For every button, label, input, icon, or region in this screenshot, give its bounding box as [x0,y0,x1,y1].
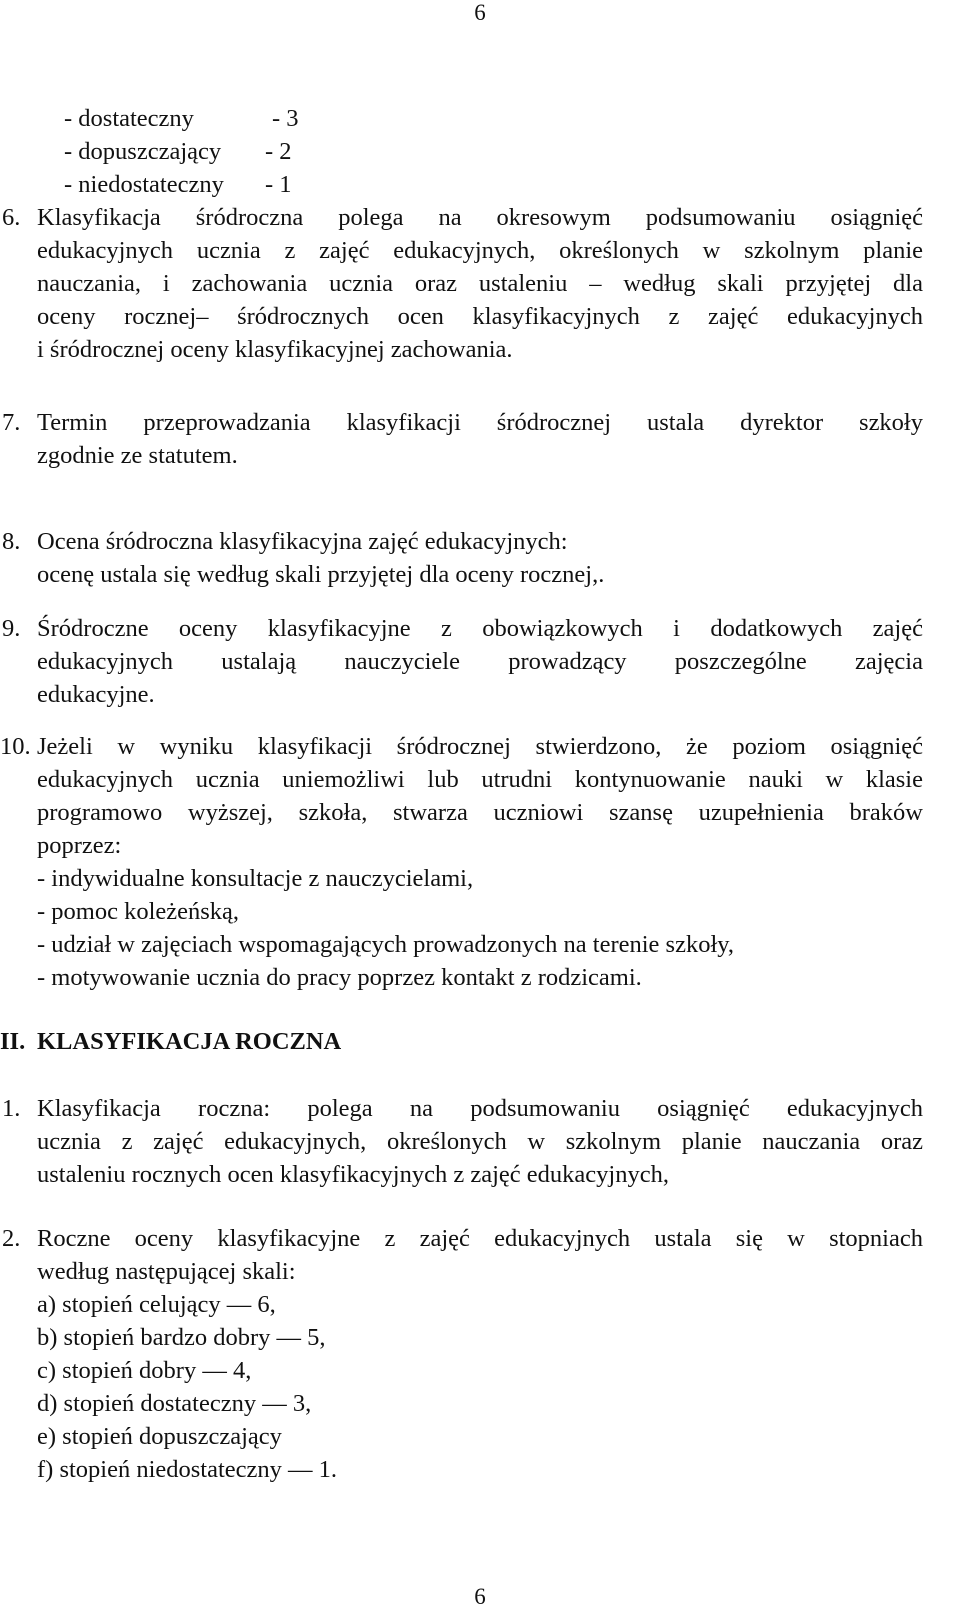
text-line: programowo wyższej, szkoła, stwarza uczniowi szansę uzupełnienia braków [37,799,923,826]
list-item: b) stopień bardzo dobry — 5, [37,1324,326,1351]
text-line: ucznia z zajęć edukacyjnych, określonych w szkolnym planie nauczania oraz [37,1128,923,1155]
page-number-top: 6 [474,0,486,25]
grade-label: - dopuszczający [64,138,222,165]
list-item: d) stopień dostateczny — 3, [37,1390,312,1417]
grade-label: - dostateczny [64,105,194,132]
text-line: Roczne oceny klasyfikacyjne z zajęć edukacyjnych ustala się w stopniach [37,1225,923,1252]
text-line: Ocena śródroczna klasyfikacyjna zajęć edukacyjnych: [37,528,568,555]
text-line: i śródrocznej oceny klasyfikacyjnej zachowania. [37,336,513,363]
paragraph-number: 7. [2,409,21,436]
paragraph-number: 6. [2,204,21,231]
text-line: oceny rocznej– śródrocznych ocen klasyfikacyjnych z zajęć edukacyjnych [37,303,923,330]
page-number-bottom: 6 [474,1584,486,1609]
text-line: ustaleniu rocznych ocen klasyfikacyjnych z zajęć edukacyjnych, [37,1161,669,1188]
section-title: KLASYFIKACJA ROCZNA [37,1028,342,1055]
list-item: f) stopień niedostateczny — 1. [37,1456,338,1483]
grade-value: - 3 [272,105,299,132]
list-item: - udział w zajęciach wspomagających prowadzonych na terenie szkoły, [37,931,735,958]
text-line: Klasyfikacja roczna: polega na podsumowaniu osiągnięć edukacyjnych [37,1095,923,1122]
text-line: edukacyjne. [37,681,155,708]
grade-value: - 2 [265,138,292,165]
list-item: - indywidualne konsultacje z nauczycielami, [37,865,474,892]
text-line: ocenę ustala się według skali przyjętej dla oceny rocznej,. [37,561,605,588]
list-item: c) stopień dobry — 4, [37,1357,252,1384]
paragraph-number: 9. [2,615,21,642]
paragraph-number: 8. [2,528,21,555]
text-line: edukacyjnych ucznia z zajęć edukacyjnych, określonych w szkolnym planie [37,237,923,264]
list-item: a) stopień celujący — 6, [37,1291,276,1318]
text-line: Klasyfikacja śródroczna polega na okresowym podsumowaniu osiągnięć [37,204,923,231]
text-line: zgodnie ze statutem. [37,442,238,469]
paragraph-number: 2. [2,1225,21,1252]
text-line: Jeżeli w wyniku klasyfikacji śródrocznej stwierdzono, że poziom osiągnięć [37,733,923,760]
text-line: poprzez: [37,832,122,859]
list-item: - pomoc koleżeńską, [37,898,240,925]
text-line: edukacyjnych ucznia uniemożliwi lub utrudni kontynuowanie nauki w klasie [37,766,923,793]
list-item: - motywowanie ucznia do pracy poprzez kontakt z rodzicami. [37,964,642,991]
text-line: według następującej skali: [37,1258,296,1285]
paragraph-number: 10. [0,733,31,760]
text-line: Termin przeprowadzania klasyfikacji śródrocznej ustala dyrektor szkoły [37,409,923,436]
grade-label: - niedostateczny [64,171,224,198]
grade-value: - 1 [265,171,292,198]
list-item: e) stopień dopuszczający [37,1423,282,1450]
paragraph-number: 1. [2,1095,21,1122]
text-line: Śródroczne oceny klasyfikacyjne z obowiązkowych i dodatkowych zajęć [37,615,923,642]
section-number: II. [0,1028,26,1055]
text-line: nauczania, i zachowania ucznia oraz ustaleniu – według skali przyjętej dla [37,270,923,297]
text-line: edukacyjnych ustalają nauczyciele prowadzący poszczególne zajęcia [37,648,923,675]
